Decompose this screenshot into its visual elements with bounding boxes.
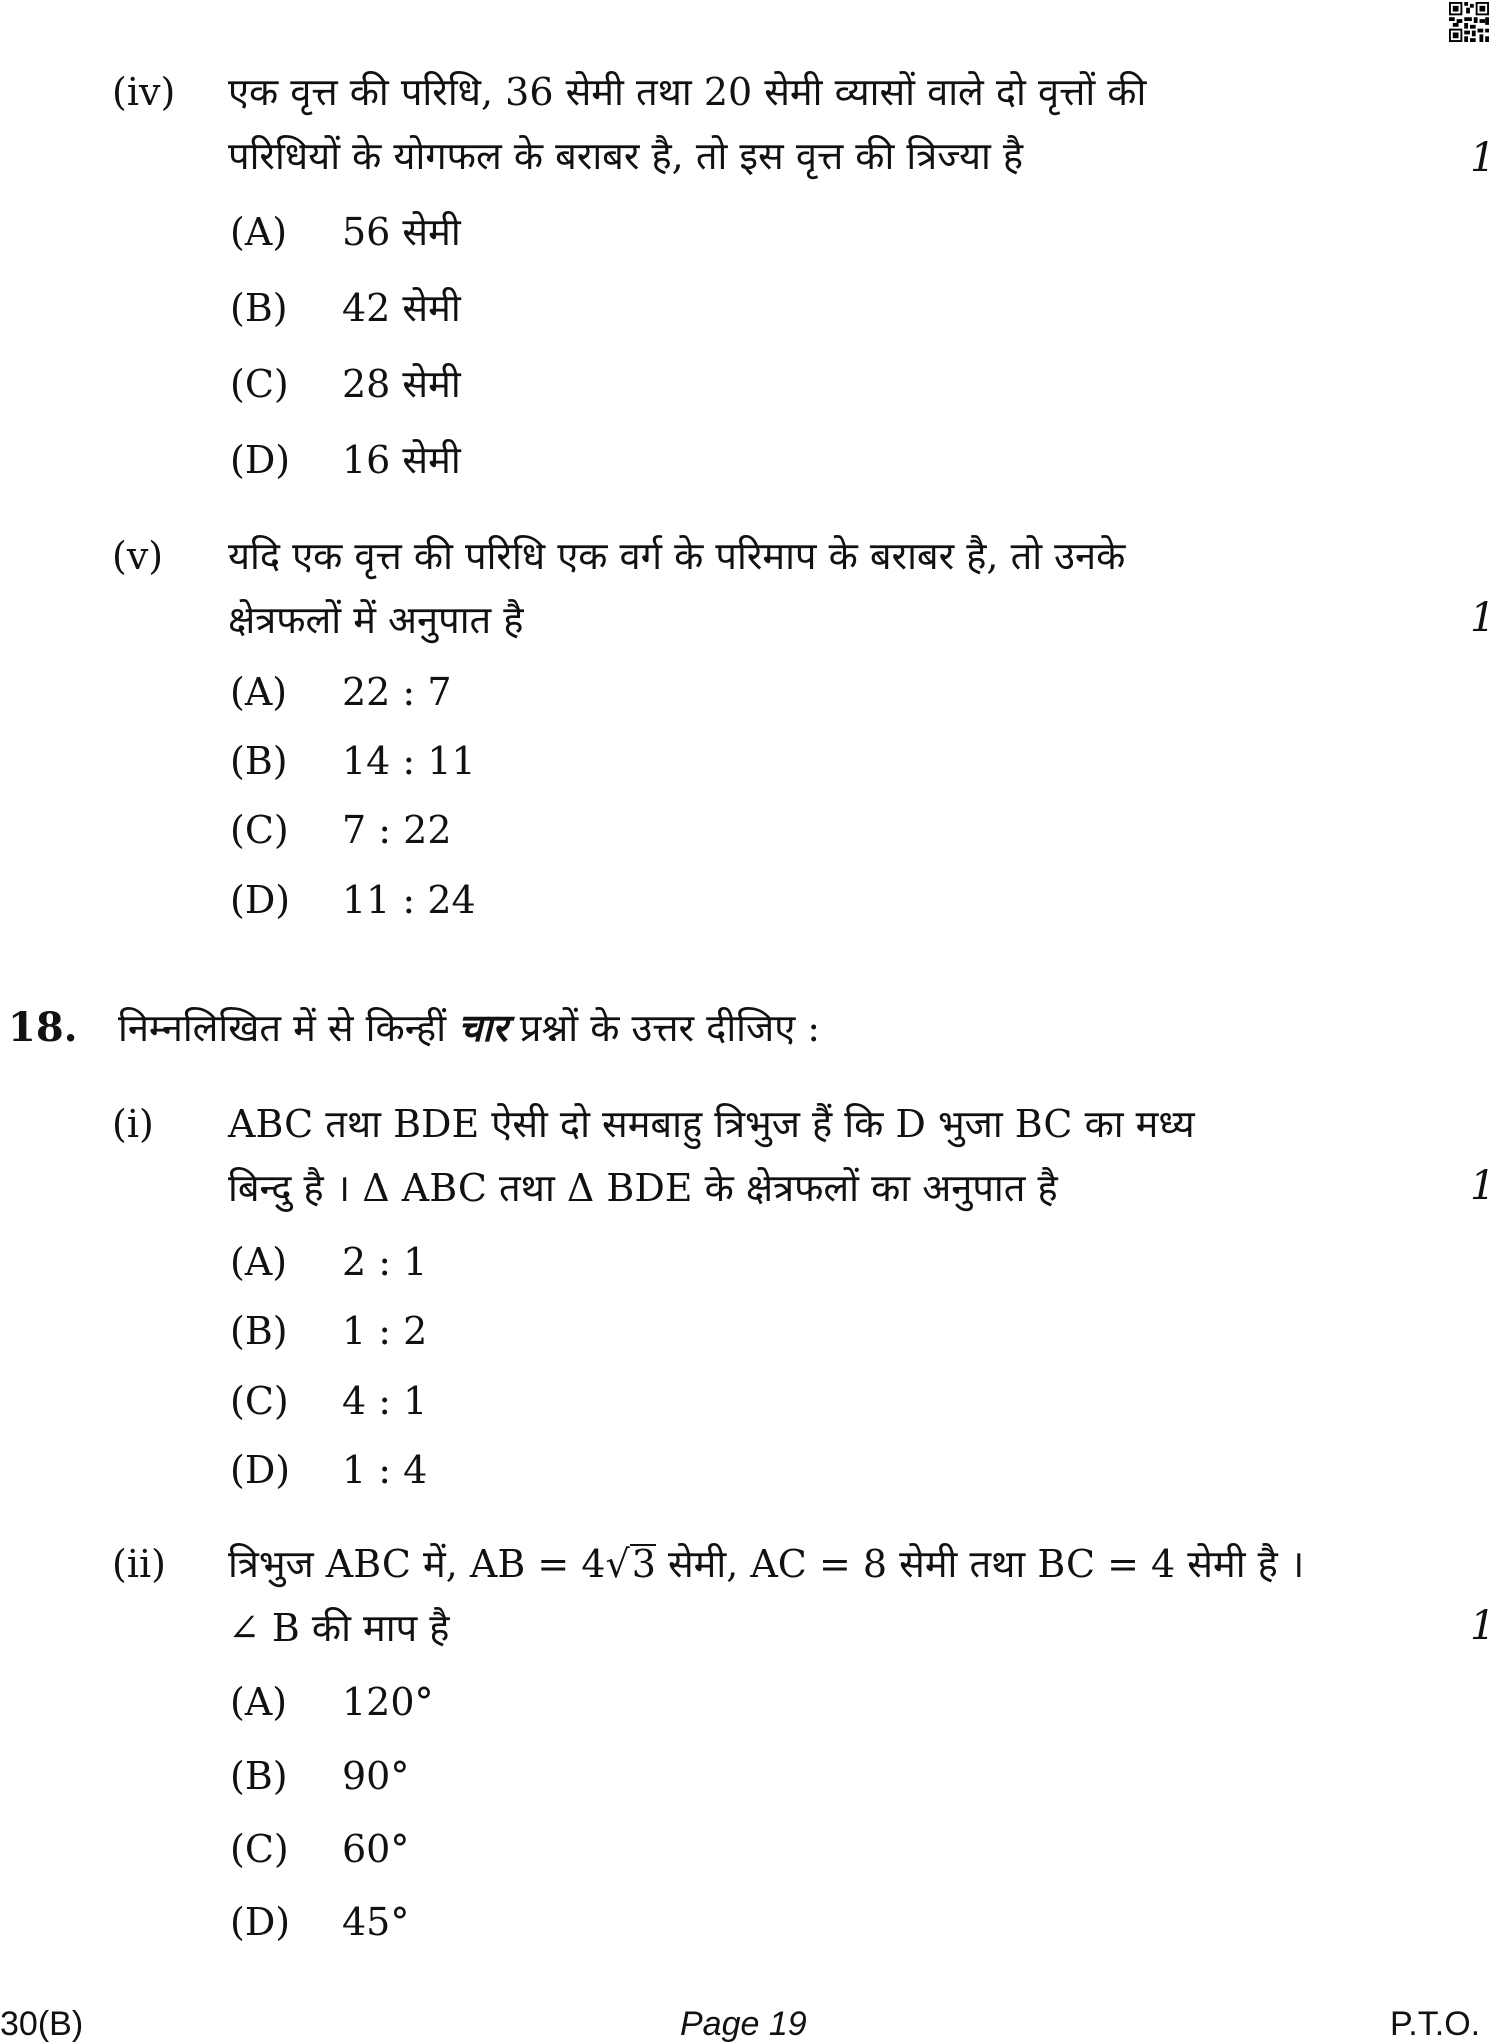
option-label: (C) <box>230 1379 289 1423</box>
option-label: (D) <box>230 438 291 482</box>
paper-code: 30(B) <box>0 2005 84 2043</box>
option-b[interactable] <box>230 739 476 783</box>
option-d[interactable] <box>230 1900 409 1944</box>
option-value: 22 : 7 <box>342 670 452 714</box>
text-segment: त्रिभुज ABC में, AB = 4 <box>228 1542 606 1586</box>
option-b[interactable] <box>230 1754 409 1798</box>
option-label: (A) <box>230 1680 288 1724</box>
option-b[interactable] <box>230 286 461 330</box>
sqrt-radicand: 3 <box>631 1542 656 1586</box>
option-value: 42 सेमी <box>342 286 461 330</box>
marks: 1 <box>1470 135 1496 181</box>
option-value: 28 सेमी <box>342 362 461 406</box>
option-a[interactable] <box>230 1680 434 1724</box>
option-a[interactable] <box>230 670 452 714</box>
option-label: (C) <box>230 808 289 852</box>
option-a[interactable] <box>230 210 461 254</box>
instruction-emphasis: चार <box>458 1005 508 1050</box>
marks: 1 <box>1470 1603 1496 1649</box>
question-text-line: ∠ B की माप है <box>228 1606 450 1650</box>
option-value: 45° <box>342 1900 410 1944</box>
option-c[interactable] <box>230 808 452 852</box>
option-label: (A) <box>230 1240 288 1284</box>
question-text <box>228 1532 1408 1660</box>
question-number: (v) <box>112 534 164 578</box>
qr-code-icon <box>1448 2 1490 42</box>
option-c[interactable] <box>230 1379 427 1423</box>
question-text <box>228 524 1408 652</box>
pto-label: P.T.O. <box>1390 2005 1481 2043</box>
option-label: (D) <box>230 1448 291 1492</box>
option-label: (D) <box>230 878 291 922</box>
option-label: (B) <box>230 739 288 783</box>
question-text-line: एक वृत्त की परिधि, 36 सेमी तथा 20 सेमी व्यासों वाले दो वृत्तों की <box>228 70 1147 114</box>
question-number: (i) <box>112 1102 154 1146</box>
option-d[interactable] <box>230 438 461 482</box>
option-label: (D) <box>230 1900 291 1944</box>
option-label: (B) <box>230 286 288 330</box>
marks: 1 <box>1470 1163 1496 1209</box>
option-value: 4 : 1 <box>342 1379 428 1423</box>
option-value: 90° <box>342 1754 410 1798</box>
option-d[interactable] <box>230 878 476 922</box>
question-text-line: ABC तथा BDE ऐसी दो समबाहु त्रिभुज हैं कि D भुजा BC का मध्य <box>228 1102 1195 1146</box>
option-value: 2 : 1 <box>342 1240 428 1284</box>
question-text-line: परिधियों के योगफल के बराबर है, तो इस वृत्त की त्रिज्या है <box>228 134 1024 178</box>
option-value: 56 सेमी <box>342 210 461 254</box>
instruction-text: निम्नलिखित में से किन्हीं <box>118 1006 447 1050</box>
section-instruction <box>118 1006 820 1050</box>
option-label: (B) <box>230 1754 288 1798</box>
question-text-line: क्षेत्रफलों में अनुपात है <box>228 598 524 642</box>
question-number: (ii) <box>112 1542 166 1586</box>
option-a[interactable] <box>230 1240 427 1284</box>
option-value: 14 : 11 <box>342 739 476 783</box>
option-b[interactable] <box>230 1309 427 1353</box>
text-segment: सेमी, AC = 8 सेमी तथा BC = 4 सेमी है । <box>655 1542 1305 1586</box>
question-text-line: यदि एक वृत्त की परिधि एक वर्ग के परिमाप के बराबर है, तो उनके <box>228 534 1126 578</box>
section-number: 18. <box>8 1004 78 1051</box>
option-label: (A) <box>230 210 288 254</box>
option-value: 7 : 22 <box>342 808 452 852</box>
question-number: (iv) <box>112 70 176 114</box>
option-label: (C) <box>230 1827 289 1871</box>
question-text <box>228 1092 1408 1220</box>
marks: 1 <box>1470 595 1496 641</box>
option-label: (C) <box>230 362 289 406</box>
option-value: 16 सेमी <box>342 438 461 482</box>
option-c[interactable] <box>230 1827 409 1871</box>
option-value: 11 : 24 <box>342 878 476 922</box>
option-value: 1 : 2 <box>342 1309 428 1353</box>
option-value: 1 : 4 <box>342 1448 428 1492</box>
option-d[interactable] <box>230 1448 427 1492</box>
option-label: (A) <box>230 670 288 714</box>
page-number: Page 19 <box>680 2005 807 2043</box>
sqrt-symbol: √ <box>605 1542 630 1586</box>
option-value: 120° <box>342 1680 434 1724</box>
instruction-text: प्रश्नों के उत्तर दीजिए : <box>519 1006 821 1050</box>
option-c[interactable] <box>230 362 461 406</box>
option-label: (B) <box>230 1309 288 1353</box>
question-text-line: बिन्दु है । Δ ABC तथा Δ BDE के क्षेत्रफलों का अनुपात है <box>228 1166 1058 1210</box>
option-value: 60° <box>342 1827 410 1871</box>
question-text <box>228 60 1408 188</box>
question-text-line <box>228 1532 1408 1596</box>
